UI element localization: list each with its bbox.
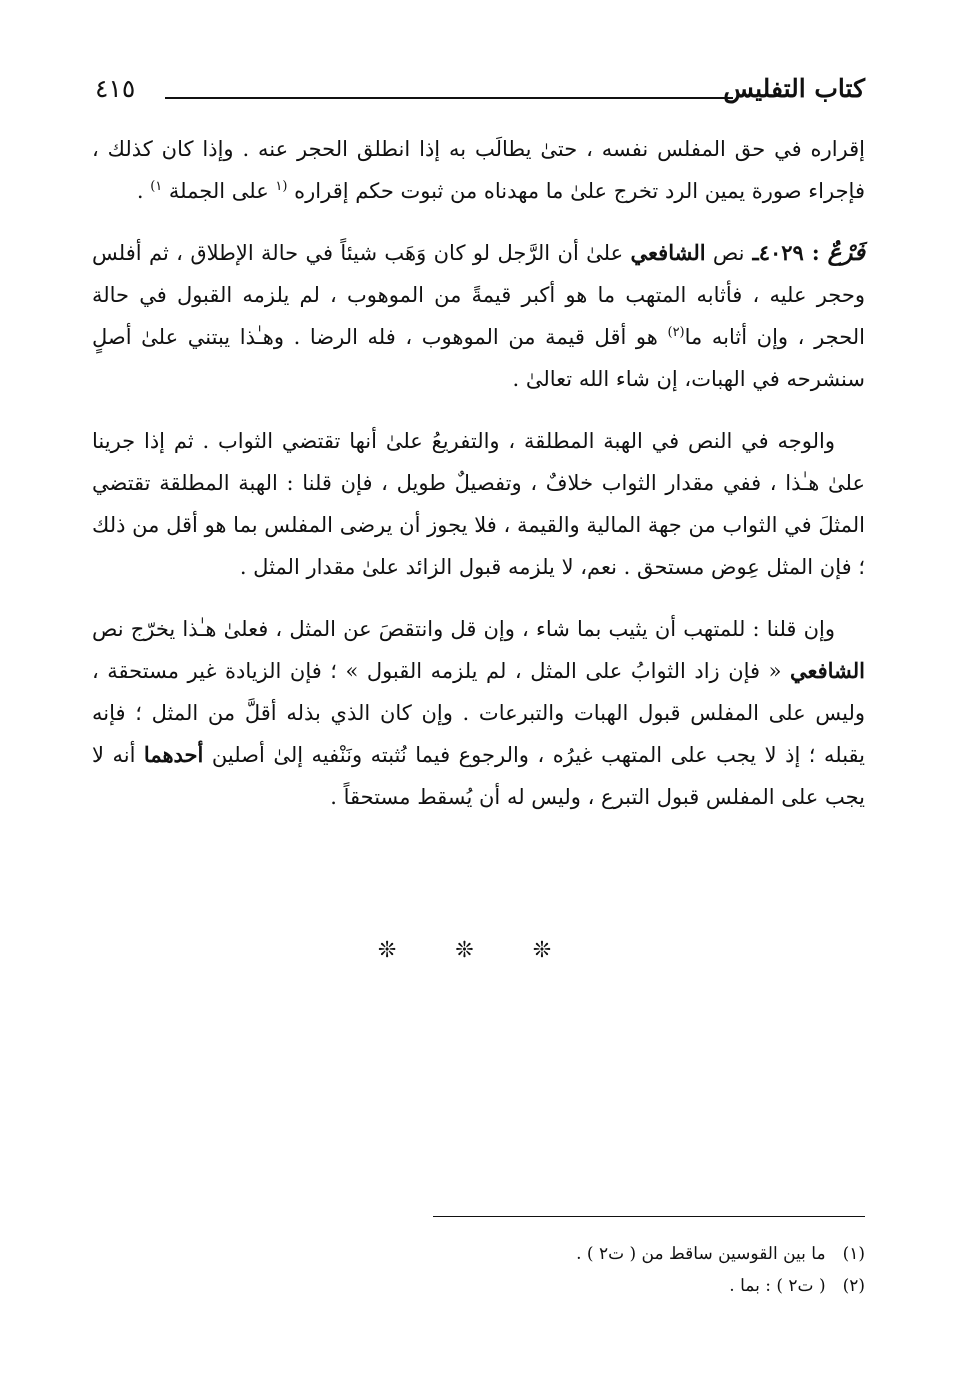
running-header — [95, 70, 865, 114]
word-ahaduhuma: أحدهما — [143, 742, 204, 767]
footnote-2 — [92, 1270, 865, 1302]
footnote-2-text: ( ت٢ ) : بما . — [729, 1276, 826, 1296]
fara-label: فَرْعٌ — [827, 239, 866, 266]
paragraph-4-text-a: وإن قلنا : للمتهب أن يثيب بما شاء ، وإن قل وانتقصَ عن المثل ، فعلىٰ هـٰذا يخرّج نص — [92, 617, 835, 641]
paragraph-1-text-c: . — [136, 179, 151, 203]
paragraph-4 — [92, 608, 865, 818]
issue-number: : ٤٠٢٩ـ — [744, 240, 828, 265]
paragraph-3: والوجه في النص في الهبة المطلقة ، والتفريعُ علىٰ أنها تقتضي الثواب . ثم إذا جرينا علىٰ هـٰذا ، ففي مقدار الثواب خلافٌ ، وتفصيلٌ طويل ، فإن قلنا : الهبة المطلقة تقتضي المثلَ في الثواب من جهة المالية والقيمة ، فلا يجوز أن يرضى المفلس بما هو أقل من ذلك ؛ فإن المثل عِوض مستحق . نعم، لا يلزمه قبول الزائد علىٰ مقدار المثل . — [92, 429, 865, 579]
page-number: ٤١٥ — [95, 74, 136, 103]
footnote-2-number: (٢) — [842, 1276, 865, 1296]
footnote-marker-2: (٢) — [667, 325, 685, 340]
footnotes — [92, 1238, 865, 1302]
footnote-rule — [433, 1216, 865, 1217]
section-separator: ❊ ❊ ❊ — [377, 938, 578, 963]
footnote-marker-close: ١) — [150, 179, 163, 194]
chapter-title: كتاب التفليس — [723, 74, 865, 103]
paragraph-2-fara — [92, 232, 865, 400]
paragraph-1-text-b: على الجملة — [162, 179, 276, 203]
header-rule — [165, 97, 733, 99]
paragraph-4-text-b: « فإن زاد الثوابُ على المثل ، لم يلزمه القبول » ؛ فإن الزيادة غير مستحقة ، وليس على المفلس قبول الهبات والتبرعات . وإن كان الذي بذله أقلَّ من المثل ؛ فإنه يقبله ؛ إذ لا يجب على المتهب غيرُه ، والرجوع فيما نُثبته ونَنْفيه إلىٰ أصلين — [92, 659, 865, 767]
footnote-1-text: ما بين القوسين ساقط من ( ت٢ ) . — [576, 1244, 826, 1264]
paragraph-2-text-b: علىٰ أن الرَّجل لو كان وَهَب شيئاً في حالة الإطلاق ، ثم أفلس وحجر عليه ، فأثابه المتهب ما هو أكبر قيمةً من الموهوب ، لم يلزمه القبول في حالة الحجر ، وإن أثابه ما — [92, 241, 866, 349]
name-shafii: الشافعي — [630, 240, 706, 265]
paragraph-1 — [92, 128, 865, 212]
main-text — [92, 128, 865, 838]
name-shafii-2: الشافعي — [789, 658, 865, 683]
footnote-1-number: (١) — [842, 1244, 865, 1264]
paragraph-4-text-c: أنه لا يجب على المفلس قبول التبرع ، وليس له أن يُسقط مستحقاً . — [92, 743, 865, 809]
paragraph-1-text-a: إقراره في حق المفلس نفسه ، حتىٰ يطالَب به إذا انطلق الحجر عنه . وإذا كان كذلك ، فإجراء صورة يمين الرد تخرج علىٰ ما مهدناه من ثبوت حكم إقراره — [92, 137, 866, 203]
footnote-1 — [92, 1238, 865, 1270]
paragraph-2-text-a: نص — [705, 241, 745, 265]
paragraph-2-text-c: هو أقل قيمة من الموهوب ، فله الرضا . وهـٰذا يبتني علىٰ أصلٍ سنشرحه في الهبات، إن شاء الله تعالىٰ . — [92, 325, 865, 391]
footnote-marker-open: (١ — [275, 179, 288, 194]
